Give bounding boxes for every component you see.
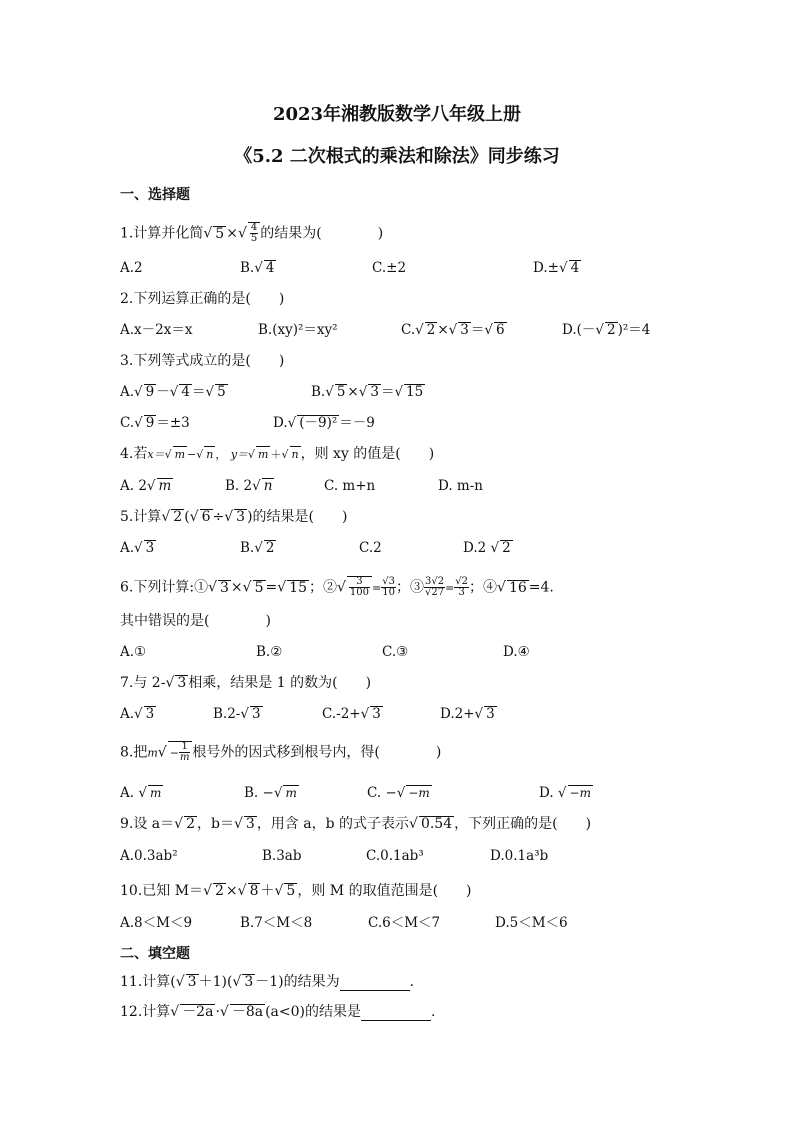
- q1-suffix: 的结果为( ): [260, 225, 384, 242]
- question-7: 7.与 2-√ 3 相乘，结果是 1 的数为( ): [120, 675, 372, 691]
- q2-option-a: A.x－2x＝x: [120, 322, 193, 338]
- question-4: 4.若x＝√ m −√ n ， y＝√ m ＋√ n ，则 xy 的值是( ): [120, 446, 435, 462]
- q6-option-c: C.③: [382, 644, 409, 660]
- q10-option-d: D.5＜M＜6: [495, 915, 568, 931]
- q4-option-c: C. m+n: [324, 478, 376, 494]
- q4-option-a: A. 2√ m: [120, 478, 172, 494]
- q11-answer-blank[interactable]: [340, 976, 410, 991]
- q6-option-d: D.④: [503, 644, 530, 660]
- q9-option-c: C.0.1ab³: [366, 848, 424, 864]
- q6-option-a: A.①: [120, 644, 147, 660]
- q1-fraction: [250, 223, 258, 244]
- question-1: 1.计算并化简√ 5 ×√ $\frac{4}{5}$ 的结果为( ): [120, 222, 384, 244]
- q12-answer-blank[interactable]: [361, 1006, 431, 1021]
- q1-option-a: A.2: [120, 260, 143, 276]
- question-11: 11.计算(√ 3 ＋1)(√ 3 －1)的结果为 .: [120, 974, 415, 990]
- page-subtitle: 《5.2 二次根式的乘法和除法》同步练习: [234, 146, 560, 167]
- q9-option-a: A.0.3ab²: [120, 848, 178, 864]
- q5-option-a: A.√ 3: [120, 540, 155, 556]
- question-12: 12.计算√ －2a ·√ －8a (a<0)的结果是 .: [120, 1004, 436, 1020]
- q8-option-c: C. −√ −m: [367, 785, 430, 801]
- q1-num: 4: [250, 222, 258, 233]
- q3-option-b: B.√ 5 ×√ 3 ＝√ 15: [311, 384, 424, 400]
- question-6: 6.下列计算:①√ 3 ×√ 5 =√ 15 ；②√ $\frac{3}{100}$ = $\frac{√3}{10}$ ；③ $\frac{3√2}{√27}$ = $\frac{√2}{3}$ ；④√ 16 =4.: [120, 576, 554, 598]
- section-choice: 一、选择题: [120, 187, 190, 203]
- q7-option-b: B.2-√ 3: [213, 706, 261, 722]
- q10-option-a: A.8＜M＜9: [120, 915, 193, 931]
- q10-option-c: C.6＜M＜7: [368, 915, 441, 931]
- q7-option-a: A.√ 3: [120, 706, 155, 722]
- q6-line2: 其中错误的是( ): [120, 613, 271, 629]
- q1-den: 5: [250, 233, 258, 244]
- q2-option-c: C.√ 2 ×√ 3 ＝√ 6: [401, 322, 505, 338]
- q1-root-1: 5: [215, 225, 225, 242]
- q7-option-c: C.-2+√ 3: [322, 706, 381, 722]
- question-2: 2.下列运算正确的是( ): [120, 291, 285, 307]
- question-10: 10.已知 M＝√ 2 ×√ 8 ＋√ 5 ，则 M 的取值范围是( ): [120, 883, 472, 899]
- q1-prefix: 1.计算并化简: [120, 225, 204, 242]
- question-3: 3.下列等式成立的是( ): [120, 353, 285, 369]
- q9-option-d: D.0.1a³b: [490, 848, 549, 864]
- q1-option-b: B.√ 4: [240, 260, 275, 276]
- q7-option-d: D.2+√ 3: [440, 706, 495, 722]
- q8-option-b: B. −√ m: [244, 785, 297, 801]
- q8-option-d: D. √ −m: [539, 785, 591, 801]
- question-8: 8.把m√ − $\frac{1}{m}$ 根号外的因式移到根号内，得( ): [120, 741, 442, 763]
- q1-option-c: C.±2: [372, 260, 407, 276]
- section-fill: 二、填空题: [120, 946, 190, 962]
- q10-option-b: B.7＜M＜8: [240, 915, 313, 931]
- question-5: 5.计算√ 2 (√ 6 ÷√ 3 )的结果是( ): [120, 509, 348, 525]
- q2-option-d: D.(－√ 2 )²＝4: [562, 322, 651, 338]
- question-9: 9.设 a＝√ 2 ，b＝√ 3 ，用含 a，b 的式子表示√ 0.54 ，下列正确的是( ): [120, 816, 592, 832]
- q6-option-b: B.②: [256, 644, 283, 660]
- q5-option-d: D.2 √ 2: [463, 540, 511, 556]
- page-title: 2023年湘教版数学八年级上册: [272, 104, 522, 125]
- q1-option-d: D.±√ 4: [533, 260, 580, 276]
- q2-option-b: B.(xy)²＝xy²: [258, 322, 338, 338]
- q4-option-d: D. m-n: [438, 478, 483, 494]
- q4-option-b: B. 2√ n: [225, 478, 273, 494]
- q1-times: ×: [226, 225, 238, 242]
- q3-option-a: A.√ 9 －√ 4 ＝√ 5: [120, 384, 226, 400]
- q5-option-b: B.√ 2: [240, 540, 275, 556]
- q3-option-d: D.√ (－9)² ＝－9: [273, 415, 375, 431]
- q5-option-c: C.2: [359, 540, 382, 556]
- q8-option-a: A. √ m: [120, 785, 162, 801]
- q3-option-c: C.√ 9 ＝±3: [120, 415, 190, 431]
- q9-option-b: B.3ab: [262, 848, 302, 864]
